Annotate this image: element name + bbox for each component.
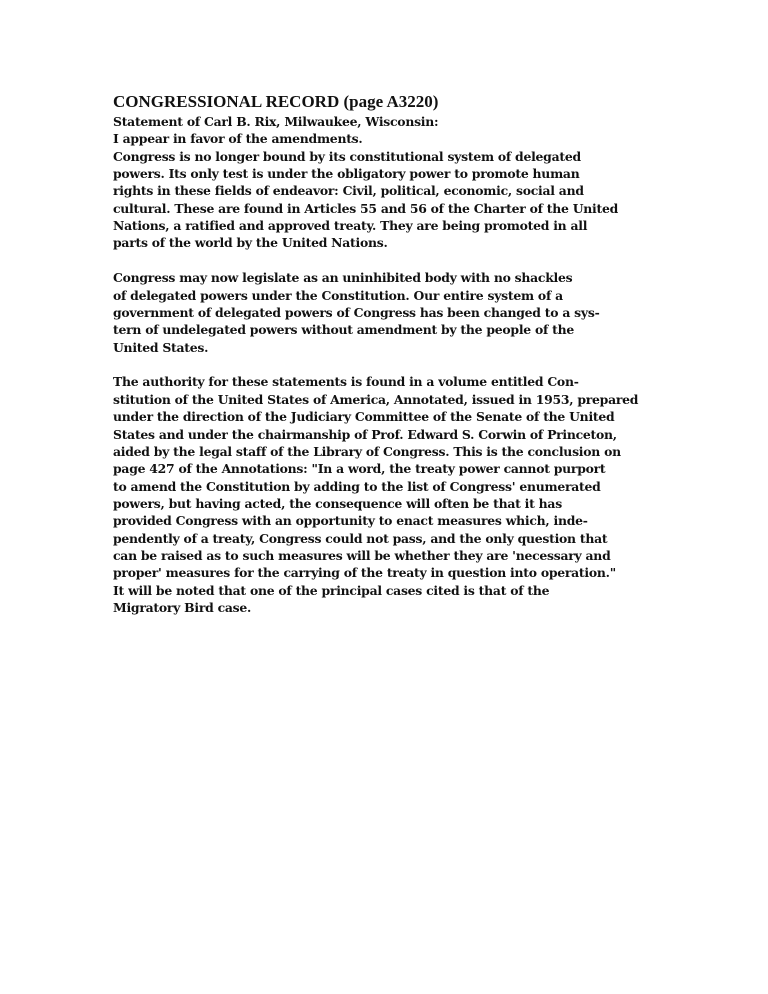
text-line: to amend the Constitution by adding to the list of Congress' enumerated <box>113 478 601 494</box>
text-line: Congress is no longer bound by its constitutional system of delegated <box>113 148 581 164</box>
text-line: powers. Its only test is under the obligatory power to promote human <box>113 166 580 182</box>
text-line: aided by the legal staff of the Library of Congress. This is the conclusion on <box>113 443 621 459</box>
document-title: CONGRESSIONAL RECORD (page A3220) <box>113 92 439 111</box>
text-line: rights in these fields of endeavor: Civil, political, economic, social and <box>113 183 584 199</box>
text-line: pendently of a treaty, Congress could not pass, and the only question that <box>113 530 608 546</box>
text-line: The authority for these statements is found in a volume entitled Con- <box>113 374 579 390</box>
text-line: provided Congress with an opportunity to enact measures which, inde- <box>113 513 588 529</box>
text-line: I appear in favor of the amendments. <box>113 131 363 147</box>
text-line: under the direction of the Judiciary Committee of the Senate of the United <box>113 409 615 425</box>
text-line: proper' measures for the carrying of the treaty in question into operation." <box>113 565 616 581</box>
text-line: powers, but having acted, the consequence will often be that it has <box>113 495 562 511</box>
text-line: parts of the world by the United Nations. <box>113 235 388 251</box>
text-line: Nations, a ratified and approved treaty. They are being promoted in all <box>113 218 588 234</box>
text-line: page 427 of the Annotations: "In a word, the treaty power cannot purport <box>113 461 606 477</box>
text-line: can be raised as to such measures will be whether they are 'necessary and <box>113 547 611 563</box>
text-line: tern of undelegated powers without amendment by the people of the <box>113 322 575 338</box>
text-line: Statement of Carl B. Rix, Milwaukee, Wisconsin: <box>113 114 439 129</box>
paragraph-2 <box>113 269 633 356</box>
paragraph-1 <box>113 113 633 252</box>
text-line: United States. <box>113 339 209 355</box>
text-line: It will be noted that one of the principal cases cited is that of the <box>113 582 550 598</box>
text-line: Congress may now legislate as an uninhibited body with no shackles <box>113 270 573 286</box>
document-body <box>113 92 639 616</box>
text-line: stitution of the United States of America, Annotated, issued in 1953, prepared <box>113 391 639 407</box>
paragraph-3 <box>113 373 639 616</box>
text-line: Migratory Bird case. <box>113 599 252 615</box>
text-line: of delegated powers under the Constitution. Our entire system of a <box>113 287 563 303</box>
text-line: government of delegated powers of Congress has been changed to a sys- <box>113 304 600 320</box>
text-line: States and under the chairmanship of Prof. Edward S. Corwin of Princeton, <box>113 426 617 442</box>
text-line: cultural. These are found in Articles 55 and 56 of the Charter of the United <box>113 200 619 216</box>
